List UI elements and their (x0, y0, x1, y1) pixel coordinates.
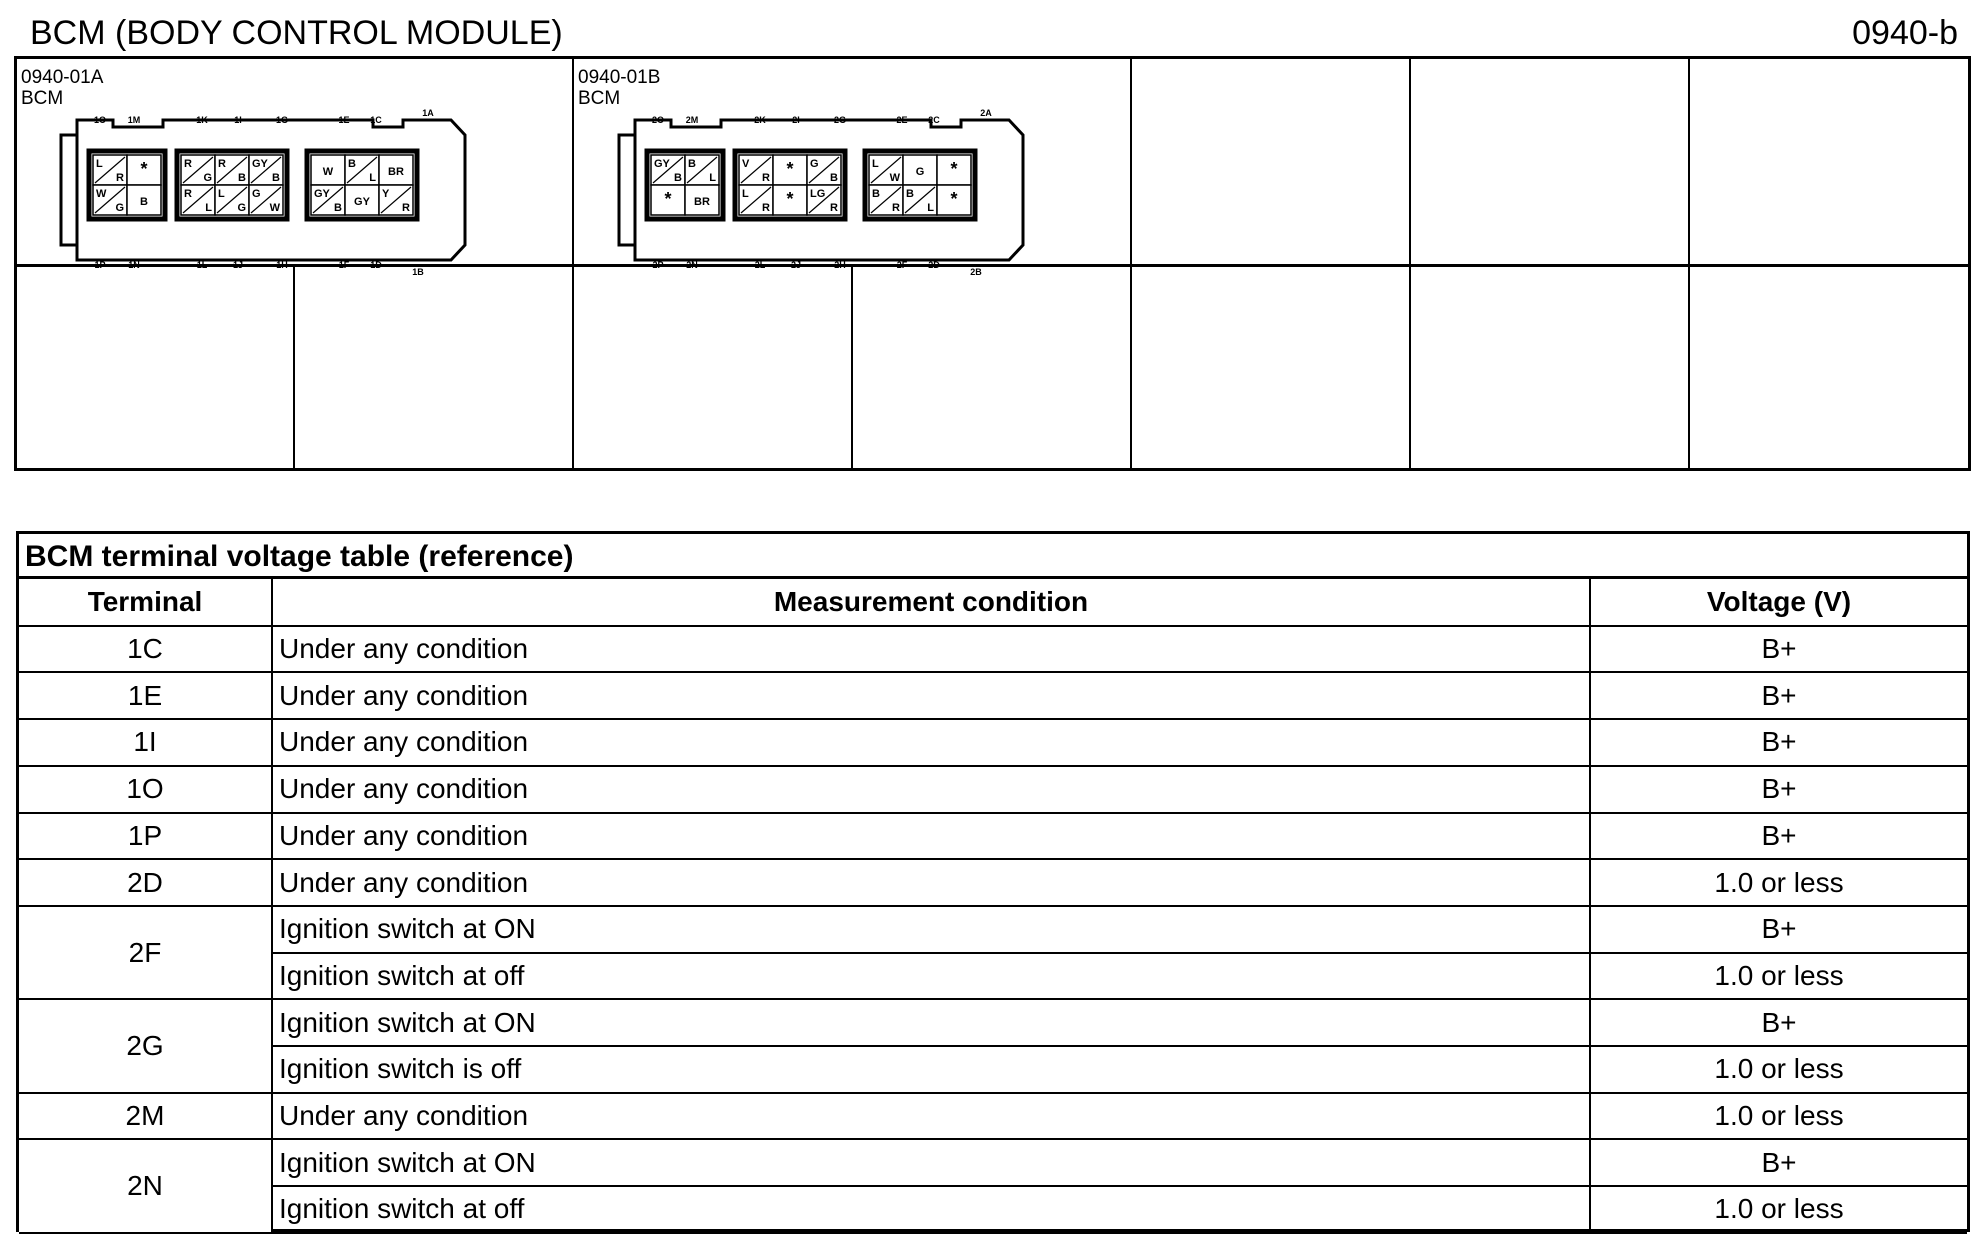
voltage-cell: 1.0 or less (1714, 1053, 1844, 1085)
wire-color-label: L (742, 188, 749, 200)
wire-color-label: B (674, 172, 682, 184)
terminal-cell: 1P (19, 814, 273, 859)
wire-color-label: G (237, 202, 246, 214)
condition-cell: Under any condition (273, 859, 1591, 906)
pin-label: 2O (651, 115, 665, 125)
condition-cell: Under any condition (273, 766, 1591, 813)
condition-cell: Ignition switch at off (273, 953, 1591, 1000)
pin-label: 1I (234, 115, 242, 125)
pin-label: 2J (790, 260, 802, 270)
pin-label: 1N (128, 260, 140, 270)
condition-cell: Under any condition (273, 719, 1591, 766)
table-row (19, 859, 1967, 906)
wire-color-label: GY (354, 196, 370, 208)
pin-label: 2A (980, 108, 992, 118)
pin-label: 2P (652, 260, 664, 270)
terminal-cell: 1O (19, 767, 273, 812)
wire-color-label: L (218, 188, 225, 200)
wire-color-label: R (762, 172, 770, 184)
pin-label: 2D (928, 260, 940, 270)
terminal-cell: 2G (19, 1000, 273, 1091)
pin-label: 1O (93, 115, 107, 125)
voltage-cell: 1.0 or less (1714, 1100, 1844, 1132)
table-row (19, 999, 1967, 1046)
terminal-cell: 1C (19, 627, 273, 672)
table-row (19, 1186, 1967, 1233)
pin-label: 2G (833, 115, 847, 125)
wire-color-label: L (709, 172, 716, 184)
connector-grid (14, 56, 1971, 471)
condition-cell: Ignition switch at off (273, 1186, 1591, 1233)
document-code: 0940-b (1852, 14, 1958, 52)
wire-color-label: G (203, 172, 212, 184)
voltage-cell: 1.0 or less (1714, 866, 1844, 898)
wire-color-label: G (915, 166, 925, 178)
pin-label: 2H (834, 260, 846, 270)
pin-label: 1B (412, 267, 424, 277)
wire-color-label: LG (810, 188, 826, 200)
voltage-table (16, 531, 1970, 1232)
voltage-cell: B+ (1761, 679, 1797, 711)
voltage-cell: B+ (1761, 1006, 1797, 1038)
wire-color-label: B (272, 172, 280, 184)
table-row (19, 719, 1967, 766)
pin-label: 1H (276, 260, 288, 270)
table-row (19, 626, 1967, 673)
pin-label: 1C (370, 115, 382, 125)
pin-label: 1G (275, 115, 289, 125)
table-row (19, 672, 1967, 719)
wire-color-label: * (950, 159, 958, 179)
wire-color-label: * (786, 189, 794, 209)
voltage-table-title: BCM terminal voltage table (reference) (19, 534, 1967, 579)
terminal-cell: 1E (19, 673, 273, 718)
wire-color-label: B (238, 172, 246, 184)
wire-color-label: G (810, 158, 819, 170)
condition-cell: Ignition switch at ON (273, 999, 1591, 1046)
voltage-cell: B+ (1761, 913, 1797, 945)
column-header: Terminal (19, 579, 273, 626)
wire-color-label: L (205, 202, 212, 214)
voltage-cell: B+ (1761, 726, 1797, 758)
wire-color-label: W (96, 188, 107, 200)
pin-label: 2N (686, 260, 698, 270)
wire-color-label: BR (694, 196, 710, 208)
wire-color-label: * (950, 189, 958, 209)
wire-color-label: B (688, 158, 696, 170)
wire-color-label: G (115, 202, 124, 214)
wire-color-label: B (140, 196, 148, 208)
condition-cell: Under any condition (273, 626, 1591, 673)
page-title: BCM (BODY CONTROL MODULE) (30, 14, 563, 52)
column-header: Voltage (V) (1706, 586, 1852, 618)
condition-cell: Under any condition (273, 672, 1591, 719)
wire-color-label: R (762, 202, 770, 214)
voltage-cell: 1.0 or less (1714, 1193, 1844, 1225)
voltage-cell: 1.0 or less (1714, 959, 1844, 991)
pin-label: 1E (338, 115, 350, 125)
pin-label: 2L (754, 260, 766, 270)
pin-label: 2F (896, 260, 908, 270)
wire-color-label: R (184, 158, 192, 170)
wire-color-label: GY (654, 158, 670, 170)
connector-a-diagram (53, 85, 553, 277)
table-row (19, 906, 1967, 953)
wire-color-label: L (369, 172, 376, 184)
table-row (19, 1139, 1967, 1186)
pin-label: 1D (370, 260, 382, 270)
wire-color-label: R (830, 202, 838, 214)
wire-color-label: W (889, 172, 900, 184)
connector-b-label: 0940-01B BCM (578, 67, 661, 109)
wire-color-label: GY (252, 158, 268, 170)
condition-cell: Ignition switch at ON (273, 1139, 1591, 1186)
condition-cell: Under any condition (273, 813, 1591, 860)
wire-color-label: BR (388, 166, 404, 178)
table-row (19, 766, 1967, 813)
wire-color-label: R (892, 202, 900, 214)
pin-label: 1K (196, 115, 208, 125)
wire-color-label: R (184, 188, 192, 200)
pin-label: 2K (754, 115, 766, 125)
table-row (19, 813, 1967, 860)
pin-label: 1J (232, 260, 244, 270)
table-row (19, 1046, 1967, 1093)
terminal-cell: 2F (19, 907, 273, 998)
table-row (19, 1093, 1967, 1140)
voltage-cell: B+ (1761, 819, 1797, 851)
wire-color-label: R (402, 202, 410, 214)
pin-label: 2B (970, 267, 982, 277)
wire-color-label: G (252, 188, 261, 200)
condition-cell: Under any condition (273, 1093, 1591, 1140)
terminal-cell: 1I (19, 720, 273, 765)
terminal-cell: 2N (19, 1140, 273, 1231)
wire-color-label: L (872, 158, 879, 170)
wire-color-label: B (334, 202, 342, 214)
pin-label: 1M (127, 115, 141, 125)
voltage-table-header (19, 579, 1967, 626)
wire-color-label: W (269, 202, 280, 214)
wire-color-label: R (116, 172, 124, 184)
pin-label: 2C (928, 115, 940, 125)
wire-color-label: B (348, 158, 356, 170)
pin-label: 1F (338, 260, 350, 270)
wire-color-label: V (742, 158, 750, 170)
wire-color-label: R (218, 158, 226, 170)
connector-b-diagram (611, 85, 1111, 277)
connector-a-label: 0940-01A BCM (21, 67, 104, 109)
pin-label: 1A (422, 108, 434, 118)
voltage-cell: B+ (1761, 633, 1797, 665)
wire-color-label: B (830, 172, 838, 184)
wire-color-label: L (927, 202, 934, 214)
voltage-cell: B+ (1761, 1146, 1797, 1178)
wire-color-label: Y (382, 188, 390, 200)
wire-color-label: * (140, 159, 148, 179)
pin-label: 2I (792, 115, 800, 125)
pin-label: 2E (896, 115, 908, 125)
table-row (19, 953, 1967, 1000)
pin-label: 2M (685, 115, 699, 125)
terminal-cell: 2M (19, 1094, 273, 1139)
wire-color-label: B (906, 188, 914, 200)
terminal-cell: 2D (19, 860, 273, 905)
condition-cell: Ignition switch at ON (273, 906, 1591, 953)
wire-color-label: L (96, 158, 103, 170)
wire-color-label: GY (314, 188, 330, 200)
wire-color-label: * (664, 189, 672, 209)
voltage-cell: B+ (1761, 773, 1797, 805)
column-header: Measurement condition (273, 579, 1591, 626)
wire-color-label: * (786, 159, 794, 179)
pin-label: 1L (196, 260, 208, 270)
wire-color-label: W (322, 166, 334, 178)
condition-cell: Ignition switch is off (273, 1046, 1591, 1093)
pin-label: 1P (94, 260, 106, 270)
wire-color-label: B (872, 188, 880, 200)
